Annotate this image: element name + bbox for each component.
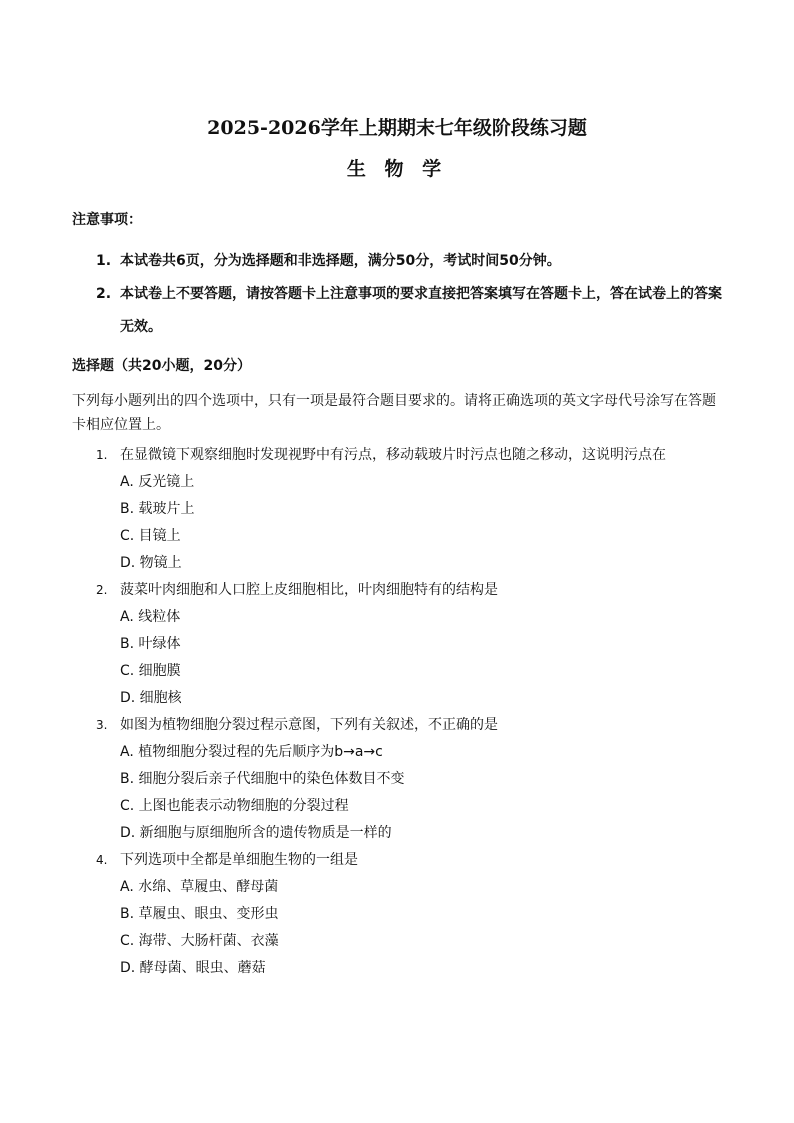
notice-item-number: 2. <box>96 286 112 302</box>
notice-item <box>96 245 726 278</box>
question-2 <box>96 577 726 712</box>
section-heading: 选择题（共20小题，20分） <box>72 358 251 374</box>
question-stem <box>96 847 726 874</box>
question-4 <box>96 847 726 982</box>
option-b: B. 细胞分裂后亲子代细胞中的染色体数目不变 <box>120 771 405 787</box>
question-number: 1. <box>96 448 108 462</box>
subject-title: 生 物 学 <box>346 158 448 180</box>
question-number: 4. <box>96 853 108 867</box>
option-c: C. 目镜上 <box>120 528 181 544</box>
section-instructions: 下列每小题列出的四个选项中，只有一项是最符合题目要求的。请将正确选项的英文字母代号涂写在答题卡相应位置上。 <box>72 393 716 433</box>
exam-title: 2025-2026学年上期期末七年级阶段练习题 <box>207 117 587 139</box>
question-3 <box>96 712 726 847</box>
option-c: C. 细胞膜 <box>120 663 181 679</box>
question-text: 在显微镜下观察细胞时发现视野中有污点，移动载玻片时污点也随之移动，这说明污点在 <box>120 447 666 463</box>
notice-item-text: 本试卷上不要答题，请按答题卡上注意事项的要求直接把答案填写在答题卡上，答在试卷上的答案无效。 <box>120 286 722 335</box>
option-a: A. 反光镜上 <box>120 474 195 490</box>
notice-item-text: 本试卷共6页，分为选择题和非选择题，满分50分，考试时间50分钟。 <box>120 253 561 269</box>
option-a: A. 水绵、草履虫、酵母菌 <box>120 879 279 895</box>
option-b: B. 草履虫、眼虫、变形虫 <box>120 906 279 922</box>
question-stem <box>96 712 726 739</box>
option-b: B. 载玻片上 <box>120 501 195 517</box>
question-number: 3. <box>96 718 108 732</box>
option-a: A. 线粒体 <box>120 609 181 625</box>
question-number: 2. <box>96 583 108 597</box>
option-b: B. 叶绿体 <box>120 636 181 652</box>
question-1 <box>96 442 726 577</box>
option-c: C. 上图也能表示动物细胞的分裂过程 <box>120 798 349 814</box>
notice-heading: 注意事项： <box>72 212 142 228</box>
option-d: D. 酵母菌、眼虫、蘑菇 <box>120 960 266 976</box>
option-a: A. 植物细胞分裂过程的先后顺序为b→a→c <box>120 744 383 760</box>
option-d: D. 物镜上 <box>120 555 182 571</box>
question-stem <box>96 442 726 469</box>
notice-list <box>96 245 726 344</box>
notice-item <box>96 278 726 344</box>
option-d: D. 细胞核 <box>120 690 182 706</box>
question-text: 菠菜叶肉细胞和人口腔上皮细胞相比，叶肉细胞特有的结构是 <box>120 582 498 598</box>
question-text: 下列选项中全都是单细胞生物的一组是 <box>120 852 358 868</box>
option-c: C. 海带、大肠杆菌、衣藻 <box>120 933 279 949</box>
notice-item-number: 1. <box>96 253 112 269</box>
question-list <box>96 442 726 982</box>
option-d: D. 新细胞与原细胞所含的遗传物质是一样的 <box>120 825 392 841</box>
question-text: 如图为植物细胞分裂过程示意图，下列有关叙述，不正确的是 <box>120 717 498 733</box>
question-stem <box>96 577 726 604</box>
